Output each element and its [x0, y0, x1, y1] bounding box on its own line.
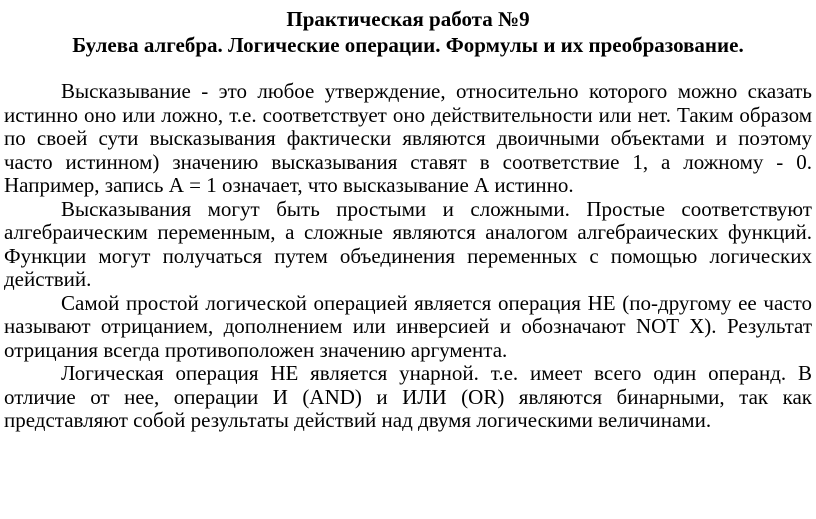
document-subtitle: Булева алгебра. Логические операции. Формулы и их преобразование.	[72, 33, 744, 57]
paragraph-binary-operations: Логическая операция НЕ является унарной. т.е. имеет всего один операнд. В отличие от нее, операции И (AND) и ИЛИ (OR) являются бинарными, так как представляют собой результаты действий над двумя логическими величинами.	[4, 361, 812, 432]
paragraph-statement-definition: Высказывание - это любое утверждение, относительно которого можно сказать истинно оно или ложно, т.е. соответствует оно действительности или нет. Таким образом по своей сути высказывания фактически являются двоичными объектами и поэтому часто истинном) значению высказывания ставят в соответствие 1, а ложному - 0. Например, запись А = 1 означает, что высказывание А истинно.	[4, 79, 812, 197]
document-title: Практическая работа №9	[286, 7, 530, 31]
paragraph-not-operation: Самой простой логической операцией является операция НЕ (по-другому ее часто называют отрицанием, дополнением или инверсией и обозначают NOT X). Результат отрицания всегда противоположен значению аргумента.	[4, 290, 812, 362]
paragraph-simple-complex: Высказывания могут быть простыми и сложными. Простые соответствуют алгебраическим переменным, а сложные являются аналогом алгебраических функций. Функции могут получаться путем объединения переменных с помощью логических действий.	[4, 196, 812, 291]
